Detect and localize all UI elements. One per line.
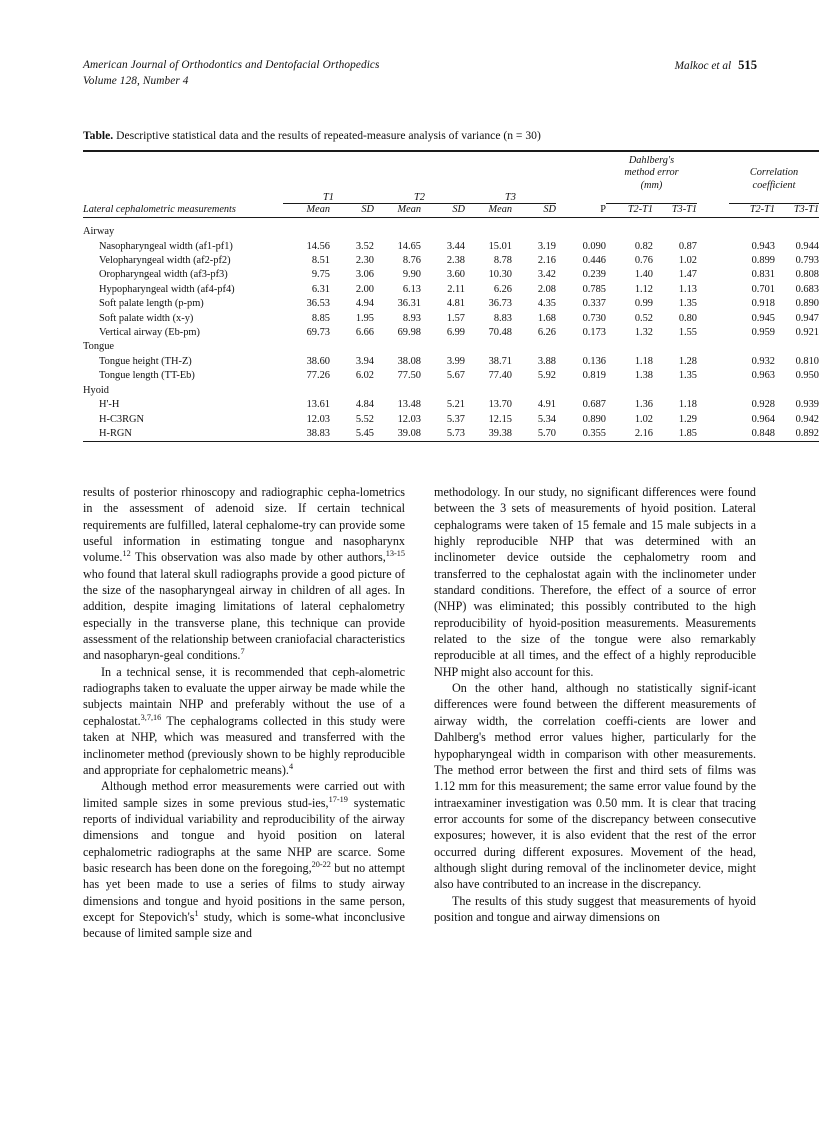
cell-corr-t2t1: 0.932 xyxy=(751,355,775,367)
cell-corr-t3t1: 0.892 xyxy=(795,427,819,439)
cell-corr-t3t1: 0.944 xyxy=(795,240,819,252)
paragraph xyxy=(83,484,405,664)
cell-t2-mean: 12.03 xyxy=(397,413,421,425)
table-row-label: Velopharyngeal width (af2-pf2) xyxy=(99,255,231,267)
cell-p: 0.355 xyxy=(582,427,606,439)
paragraph xyxy=(434,893,756,926)
running-head xyxy=(83,58,757,89)
cell-t2-sd: 5.67 xyxy=(446,370,465,382)
table-row xyxy=(83,268,819,282)
col-header-corr-t2t1: T2-T1 xyxy=(749,204,775,216)
cell-t2-sd: 6.99 xyxy=(446,327,465,339)
cell-p: 0.890 xyxy=(582,413,606,425)
paragraph-text: The results of this study suggest that measurements of hyoid position and tongue and airway dimensions on xyxy=(434,893,756,924)
cell-t3-mean: 77.40 xyxy=(488,370,512,382)
dahlberg-line-2: method error xyxy=(624,167,679,179)
cell-p: 0.785 xyxy=(582,283,606,295)
cell-dahlberg-t2t1: 0.82 xyxy=(634,240,653,252)
col-header-t1-mean: Mean xyxy=(306,204,330,216)
cell-t3-mean: 13.70 xyxy=(488,399,512,411)
cell-t2-sd: 3.60 xyxy=(446,269,465,281)
cell-t1-mean: 6.31 xyxy=(311,283,330,295)
table-caption-label: Table. xyxy=(83,129,114,142)
cell-t3-sd: 2.16 xyxy=(537,255,556,267)
cell-p: 0.173 xyxy=(582,327,606,339)
table-row xyxy=(83,355,819,369)
cell-t1-mean: 8.85 xyxy=(311,312,330,324)
cell-t2-mean: 77.50 xyxy=(397,370,421,382)
cell-corr-t3t1: 0.950 xyxy=(795,370,819,382)
cell-p: 0.337 xyxy=(582,298,606,310)
cell-t2-sd: 2.38 xyxy=(446,255,465,267)
cell-t1-mean: 8.51 xyxy=(311,255,330,267)
cell-dahlberg-t3t1: 1.29 xyxy=(678,413,697,425)
col-header-t3-sd: SD xyxy=(543,204,556,216)
paragraph-text: who found that lateral skull radiographs provide a good picture of the size of the nasopharyngeal airway in children of all ages. In addition, despite imaging limitations of lateral cephalometry especially in the transverse plane, this technique can provide assessment of the relationship between craniofacial characteristics and nasopharyn-geal conditions. xyxy=(83,566,405,663)
cell-t1-sd: 2.00 xyxy=(355,283,374,295)
table-section-row xyxy=(83,340,819,354)
cell-t2-sd: 5.73 xyxy=(446,427,465,439)
cell-corr-t3t1: 0.939 xyxy=(795,399,819,411)
dahlberg-line-1: Dahlberg's xyxy=(628,155,675,166)
table-row xyxy=(83,283,819,297)
table-row-label: Soft palate width (x-y) xyxy=(99,312,194,324)
paragraph xyxy=(434,680,756,892)
cell-t3-mean: 39.38 xyxy=(488,427,512,439)
table-section-row xyxy=(83,384,819,398)
cell-corr-t3t1: 0.942 xyxy=(795,413,819,425)
table-column-header-row xyxy=(83,204,819,216)
cell-corr-t2t1: 0.959 xyxy=(751,327,775,339)
table-group-header-row-lower xyxy=(83,192,819,204)
table-row xyxy=(83,312,819,326)
reference-superscript[interactable]: 4 xyxy=(288,761,294,771)
cell-corr-t3t1: 0.947 xyxy=(795,312,819,324)
table-body xyxy=(83,225,819,442)
table-row-label: H-C3RGN xyxy=(99,413,145,425)
cell-t3-mean: 12.15 xyxy=(488,413,512,425)
cell-t3-mean: 10.30 xyxy=(488,269,512,281)
paragraph-text: study, which is some-what inconclusive because of limited sample size and xyxy=(83,909,405,941)
table-caption xyxy=(83,128,757,143)
cell-corr-t3t1: 0.793 xyxy=(795,255,819,267)
cell-corr-t3t1: 0.890 xyxy=(795,298,819,310)
cell-dahlberg-t2t1: 0.76 xyxy=(634,255,653,267)
cell-dahlberg-t2t1: 1.12 xyxy=(634,283,653,295)
reference-superscript[interactable]: 12 xyxy=(122,549,131,559)
cell-corr-t2t1: 0.928 xyxy=(751,399,775,411)
cell-t1-mean: 9.75 xyxy=(311,269,330,281)
cell-t3-sd: 6.26 xyxy=(537,327,556,339)
cell-t1-sd: 5.52 xyxy=(355,413,374,425)
cell-dahlberg-t3t1: 1.28 xyxy=(678,355,697,367)
group-header-t1: T1 xyxy=(283,192,374,204)
col-header-t1-sd: SD xyxy=(361,204,374,216)
table-row xyxy=(83,369,819,383)
col-header-p: P xyxy=(600,204,606,216)
cell-p: 0.239 xyxy=(582,269,606,281)
author-citation: Malkoc et al xyxy=(674,60,732,72)
reference-superscript[interactable]: 13-15 xyxy=(385,549,405,559)
cell-t3-sd: 5.34 xyxy=(537,413,556,425)
cell-t3-mean: 8.83 xyxy=(493,312,512,324)
cell-corr-t2t1: 0.945 xyxy=(751,312,775,324)
cell-dahlberg-t3t1: 1.13 xyxy=(678,283,697,295)
group-header-dahlberg-rule xyxy=(606,192,697,204)
table-row-label: H-RGN xyxy=(99,427,132,439)
paragraph-text: Although method error measurements were carried out with limited sample sizes in some previous stud-ies, xyxy=(83,779,405,810)
cell-dahlberg-t3t1: 1.47 xyxy=(678,269,697,281)
cell-corr-t2t1: 0.831 xyxy=(751,269,775,281)
paragraph-text: On the other hand, although no statistically signif-icant differences were found between the different measurements of airway width, the correlation coeffi-cients are lower and Dahlberg's method error values higher, particularly for the hypopharyngeal width in comparison with other measurements. The method error between the first and third sets of films was 1.12 mm for this measurement; the same error value found by the intraexaminer investigation was 0.50 mm. It is clear that tracing error accounts for some of the discrepancy between consecutive exposures; however, it is also evident that the rest of the error occurred during different exposures. Movement of the head, although slight during removal of the inclinometer device, might also have contributed to an increase in the discrepancy. xyxy=(434,681,756,892)
page-number: 515 xyxy=(738,58,757,72)
paragraph-text: systematic reports of individual variability and reproducibility of the airway dimensions and tongue and hyoid position on lateral cephalometric radiographs at the same NHP are scarce. Some basic research has been done on the foregoing, xyxy=(83,795,405,875)
dahlberg-line-3: (mm) xyxy=(640,179,663,191)
cell-t1-mean: 12.03 xyxy=(306,413,330,425)
paragraph-text: This observation was also made by other authors, xyxy=(130,550,386,565)
col-header-dahlberg-t2t1: T2-T1 xyxy=(627,204,653,216)
cell-dahlberg-t2t1: 1.18 xyxy=(634,355,653,367)
cell-corr-t2t1: 0.943 xyxy=(751,240,775,252)
cell-corr-t3t1: 0.810 xyxy=(795,355,819,367)
cell-t2-mean: 14.65 xyxy=(397,240,421,252)
cell-t2-mean: 36.31 xyxy=(397,298,421,310)
cell-corr-t3t1: 0.808 xyxy=(795,269,819,281)
cell-t1-sd: 5.45 xyxy=(355,427,374,439)
cell-dahlberg-t2t1: 2.16 xyxy=(634,427,653,439)
reference-superscript[interactable]: 3,7,16 xyxy=(140,712,162,722)
reference-superscript[interactable]: 20-22 xyxy=(311,859,331,869)
paragraph-text: The cephalograms collected in this study were taken at NHP, which was measured and transferred with the inclinometer method (previously shown to be highly reproducible and appropriate for cephalometric means). xyxy=(83,713,405,777)
body-right-column xyxy=(434,484,756,942)
table-row-label: Tongue height (TH-Z) xyxy=(99,355,192,367)
body-left-column xyxy=(83,484,405,942)
col-header-t3-mean: Mean xyxy=(488,204,512,216)
cell-t1-sd: 2.30 xyxy=(355,255,374,267)
cell-dahlberg-t3t1: 1.18 xyxy=(678,399,697,411)
cell-t3-mean: 36.73 xyxy=(488,298,512,310)
reference-superscript[interactable]: 7 xyxy=(240,647,245,657)
table-row xyxy=(83,413,819,427)
cell-dahlberg-t2t1: 1.32 xyxy=(634,327,653,339)
cell-p: 0.687 xyxy=(582,399,606,411)
cell-t1-sd: 6.02 xyxy=(355,370,374,382)
col-header-measurements: Lateral cephalometric measurements xyxy=(83,204,236,216)
paragraph xyxy=(83,664,405,778)
table-row-label: Airway xyxy=(83,226,115,238)
table-row xyxy=(83,254,819,268)
cell-t3-sd: 5.70 xyxy=(537,427,556,439)
cell-t2-sd: 1.57 xyxy=(446,312,465,324)
cell-t1-mean: 77.26 xyxy=(306,370,330,382)
table-row-label: Hyoid xyxy=(83,384,109,396)
cell-t2-mean: 6.13 xyxy=(402,283,421,295)
table-row-label: Tongue xyxy=(83,341,115,353)
cell-t2-mean: 39.08 xyxy=(397,427,421,439)
cell-t3-sd: 3.19 xyxy=(537,240,556,252)
cell-dahlberg-t3t1: 1.35 xyxy=(678,298,697,310)
cell-t1-sd: 3.06 xyxy=(355,269,374,281)
group-header-t3: T3 xyxy=(465,192,556,204)
cell-t2-sd: 5.21 xyxy=(446,399,465,411)
table-row-label: Nasopharyngeal width (af1-pf1) xyxy=(99,240,233,252)
cell-dahlberg-t3t1: 1.35 xyxy=(678,370,697,382)
cell-t3-mean: 38.71 xyxy=(488,355,512,367)
cell-p: 0.446 xyxy=(582,255,606,267)
table-row-label: Tongue length (TT-Eb) xyxy=(99,370,195,382)
cell-t2-sd: 4.81 xyxy=(446,298,465,310)
cell-t1-mean: 38.83 xyxy=(306,427,330,439)
table-row-label: H'-H xyxy=(99,399,120,411)
cell-corr-t2t1: 0.918 xyxy=(751,298,775,310)
journal-volume-issue: Volume 128, Number 4 xyxy=(83,74,189,87)
cell-t2-sd: 5.37 xyxy=(446,413,465,425)
cell-corr-t2t1: 0.701 xyxy=(751,283,775,295)
cell-t2-mean: 38.08 xyxy=(397,355,421,367)
cell-corr-t2t1: 0.964 xyxy=(751,413,775,425)
cell-dahlberg-t2t1: 0.99 xyxy=(634,298,653,310)
col-header-t2-sd: SD xyxy=(452,204,465,216)
cell-t1-sd: 1.95 xyxy=(355,312,374,324)
cell-corr-t3t1: 0.921 xyxy=(795,327,819,339)
table-row-label: Oropharyngeal width (af3-pf3) xyxy=(99,269,228,281)
cell-dahlberg-t2t1: 1.40 xyxy=(634,269,653,281)
table-section-row xyxy=(83,225,819,239)
cell-t3-mean: 6.26 xyxy=(493,283,512,295)
correlation-line-1: Correlation xyxy=(749,167,799,179)
cell-t1-mean: 69.73 xyxy=(306,327,330,339)
cell-p: 0.819 xyxy=(582,370,606,382)
cell-dahlberg-t3t1: 0.80 xyxy=(678,312,697,324)
journal-title-block xyxy=(83,58,380,89)
cell-corr-t2t1: 0.848 xyxy=(751,427,775,439)
cell-dahlberg-t3t1: 0.87 xyxy=(678,240,697,252)
group-header-dahlberg xyxy=(606,155,697,192)
paragraph xyxy=(83,778,405,941)
table-row-label: Hypopharyngeal width (af4-pf4) xyxy=(99,283,235,295)
cell-t3-mean: 70.48 xyxy=(488,327,512,339)
col-header-dahlberg-t3t1: T3-T1 xyxy=(671,204,697,216)
cell-dahlberg-t2t1: 1.36 xyxy=(634,399,653,411)
cell-t3-sd: 4.35 xyxy=(537,298,556,310)
table-row xyxy=(83,240,819,254)
reference-superscript[interactable]: 1 xyxy=(194,908,199,918)
col-header-corr-t3t1: T3-T1 xyxy=(793,204,819,216)
descriptive-statistics-table xyxy=(83,150,819,445)
cell-t1-sd: 3.52 xyxy=(355,240,374,252)
cell-t1-sd: 4.84 xyxy=(355,399,374,411)
cell-corr-t2t1: 0.963 xyxy=(751,370,775,382)
body-text xyxy=(83,484,757,942)
table-row xyxy=(83,398,819,412)
cell-t2-sd: 2.11 xyxy=(447,283,465,295)
table-row-label: Vertical airway (Eb-pm) xyxy=(99,327,200,339)
authors-page-block xyxy=(675,58,757,75)
col-header-t2-mean: Mean xyxy=(397,204,421,216)
paragraph-text: In a technical sense, it is recommended that ceph-alometric radiographs taken to evaluate the upper airway be made while the subjects maintain NHP and preferably without the use of a cephalostat. xyxy=(83,664,405,728)
cell-t1-sd: 4.94 xyxy=(355,298,374,310)
cell-dahlberg-t2t1: 1.02 xyxy=(634,413,653,425)
cell-dahlberg-t2t1: 1.38 xyxy=(634,370,653,382)
journal-title: American Journal of Orthodontics and Dentofacial Orthopedics xyxy=(83,59,380,71)
cell-t3-sd: 3.88 xyxy=(537,355,556,367)
paragraph xyxy=(434,484,756,680)
cell-t3-mean: 8.78 xyxy=(493,255,512,267)
table-rule-bottom xyxy=(83,442,819,446)
cell-t2-mean: 8.93 xyxy=(402,312,421,324)
group-header-correlation-rule xyxy=(729,192,819,204)
cell-dahlberg-t3t1: 1.02 xyxy=(678,255,697,267)
cell-t2-mean: 8.76 xyxy=(402,255,421,267)
cell-t2-mean: 9.90 xyxy=(402,269,421,281)
cell-t2-mean: 13.48 xyxy=(397,399,421,411)
cell-t2-sd: 3.44 xyxy=(446,240,465,252)
cell-t3-sd: 1.68 xyxy=(537,312,556,324)
cell-p: 0.730 xyxy=(582,312,606,324)
cell-t3-sd: 4.91 xyxy=(537,399,556,411)
table-row xyxy=(83,297,819,311)
cell-t2-mean: 69.98 xyxy=(397,327,421,339)
cell-t1-mean: 38.60 xyxy=(306,355,330,367)
cell-p: 0.136 xyxy=(582,355,606,367)
cell-corr-t3t1: 0.683 xyxy=(795,283,819,295)
group-header-correlation xyxy=(729,155,819,192)
table-block xyxy=(83,128,819,445)
reference-superscript[interactable]: 17-19 xyxy=(328,794,348,804)
table-row xyxy=(83,427,819,442)
table-header-spacer xyxy=(83,218,819,226)
cell-t1-mean: 13.61 xyxy=(306,399,330,411)
group-header-t2: T2 xyxy=(374,192,465,204)
table-group-header-row-upper xyxy=(83,155,819,192)
cell-t1-mean: 36.53 xyxy=(306,298,330,310)
cell-t3-sd: 2.08 xyxy=(537,283,556,295)
cell-t2-sd: 3.99 xyxy=(446,355,465,367)
cell-t3-sd: 3.42 xyxy=(537,269,556,281)
correlation-line-2: coefficient xyxy=(752,179,796,191)
cell-t3-sd: 5.92 xyxy=(537,370,556,382)
paragraph-text: results of posterior rhinoscopy and radiographic cepha-lometrics in the assessment of adenoid size. If certain technical requirements are fulfilled, lateral cephalome-try can provide some useful information in estimating tongue and nasopharynx volume. xyxy=(83,485,405,565)
cell-corr-t2t1: 0.899 xyxy=(751,255,775,267)
paragraph-text: but no attempt has yet been made to use a series of films to study airway dimensions and tongue and hyoid positions in the same person, except for Stepovich's xyxy=(83,860,405,924)
cell-dahlberg-t3t1: 1.55 xyxy=(678,327,697,339)
cell-dahlberg-t3t1: 1.85 xyxy=(678,427,697,439)
table-caption-text: Descriptive statistical data and the results of repeated-measure analysis of variance (n = 30) xyxy=(116,129,541,142)
cell-t1-sd: 3.94 xyxy=(355,355,374,367)
cell-t1-sd: 6.66 xyxy=(355,327,374,339)
cell-dahlberg-t2t1: 0.52 xyxy=(634,312,653,324)
paragraph-text: methodology. In our study, no significant differences were found between the 3 sets of measurements of hyoid position. Lateral cephalograms were taken of 15 female and 15 male subjects in a highly reproducible NHP that was determined with an inclinometer device outside the cephalometry room and transferred to the cephalostat again with the inclinometer under standard conditions. Therefore, the effect of a source of error (NHP) was eliminated; this possibly contributed to the high reproducibility of hyoid-position measurements. Measurements related to the size of the tongue were also remarkably reproducible at all times, and the effect of a highly reproducible NHP might also account for this. xyxy=(434,485,756,679)
table-row-label: Soft palate length (p-pm) xyxy=(99,298,204,310)
cell-t1-mean: 14.56 xyxy=(306,240,330,252)
cell-t3-mean: 15.01 xyxy=(488,240,512,252)
table-row xyxy=(83,326,819,340)
cell-p: 0.090 xyxy=(582,240,606,252)
